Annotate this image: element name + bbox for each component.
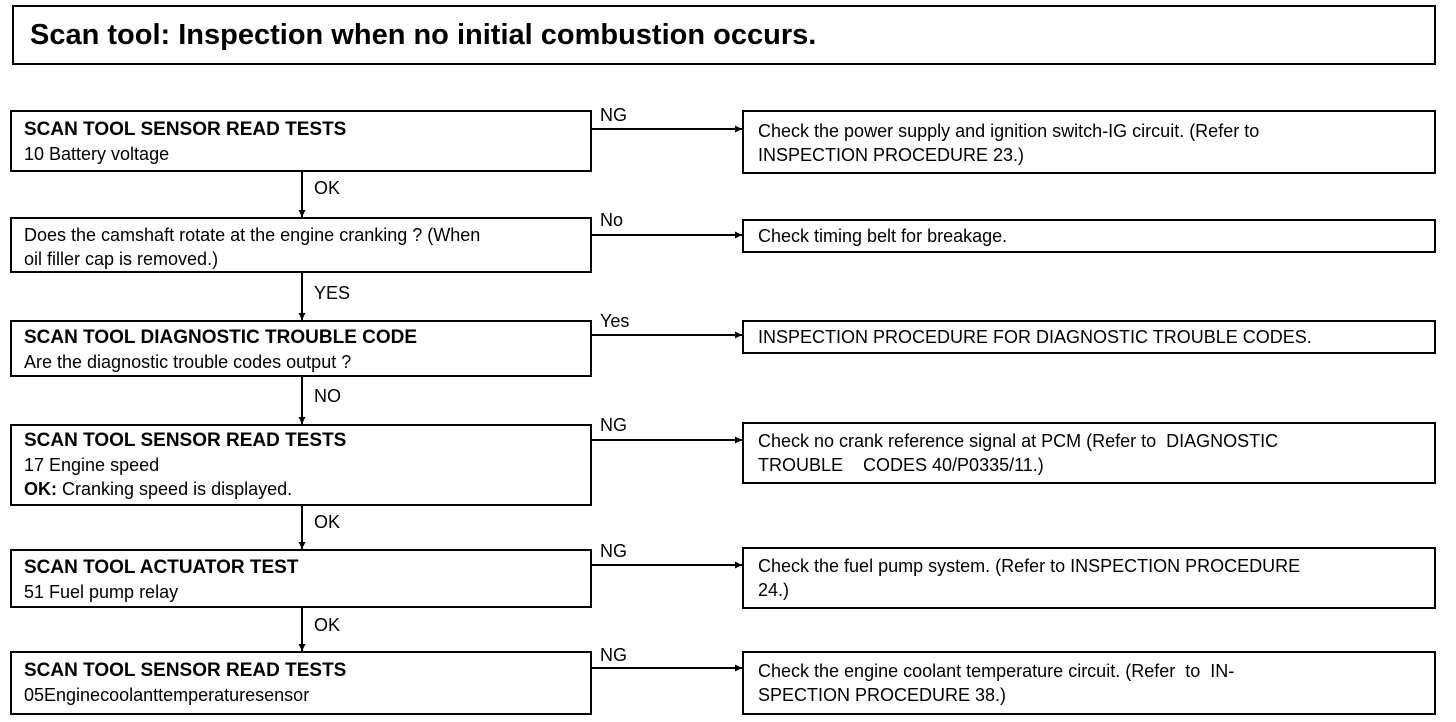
result-box-3 [742,320,1436,354]
result-line: TROUBLE CODES 40/P0335/11.) [758,455,1044,475]
branch-label: NG [600,415,627,435]
page-title: Scan tool: Inspection when no initial combustion occurs. [12,5,1436,65]
step-line: Does the camshaft rotate at the engine cranking ? (When [24,225,481,245]
step-heading: SCAN TOOL ACTUATOR TEST [24,557,299,578]
result-box-4 [742,422,1436,484]
step-box-2 [10,217,592,273]
result-box-5 [742,547,1436,609]
step-box-3 [10,320,592,377]
branch-label: NG [600,645,627,665]
result-box-2 [742,219,1436,253]
flow-label: YES [314,283,351,303]
result-line: Check the fuel pump system. (Refer to INSPECTION PROCEDURE [758,556,1301,576]
result-line: Check the engine coolant temperature circuit. (Refer to IN- [758,661,1235,681]
branch-label: NG [600,105,627,125]
step-box-6 [10,651,592,715]
step-ok-line [24,477,578,501]
step-box-5 [10,549,592,608]
step-line: oil filler cap is removed.) [24,249,219,269]
step-heading: SCAN TOOL SENSOR READ TESTS [24,119,347,140]
result-box-6 [742,651,1436,715]
result-line: Check timing belt for breakage. [758,226,1008,246]
result-line: Check no crank reference signal at PCM (Refer to DIAGNOSTIC [758,431,1279,451]
ok-prefix: OK: [24,479,57,499]
result-line: 24.) [758,580,790,600]
step-line: Are the diagnostic trouble codes output ? [24,352,352,372]
flow-label: OK [314,615,341,635]
result-box-1 [742,110,1436,174]
flow-label: OK [314,512,341,532]
step-heading: SCAN TOOL SENSOR READ TESTS [24,660,347,681]
step-heading: SCAN TOOL DIAGNOSTIC TROUBLE CODE [24,327,418,348]
result-line: Check the power supply and ignition switch-IG circuit. (Refer to [758,121,1260,141]
branch-label: Yes [600,311,630,331]
branch-label: NG [600,541,627,561]
step-line: 10 Battery voltage [24,144,170,164]
step-heading: SCAN TOOL SENSOR READ TESTS [24,430,347,451]
branch-label: No [600,210,624,230]
step-line: 05Enginecoolanttemperaturesensor [24,685,310,705]
step-line: 51 Fuel pump relay [24,582,179,602]
result-line: INSPECTION PROCEDURE FOR DIAGNOSTIC TROUBLE CODES. [758,327,1312,347]
result-line: INSPECTION PROCEDURE 23.) [758,145,1025,165]
flow-label: OK [314,178,341,198]
step-line: 17 Engine speed [24,455,160,475]
flow-label: NO [314,386,341,406]
result-line: SPECTION PROCEDURE 38.) [758,685,1007,705]
step-box-4 [10,424,592,506]
step-box-1 [10,110,592,172]
ok-text: Cranking speed is displayed. [57,479,293,499]
